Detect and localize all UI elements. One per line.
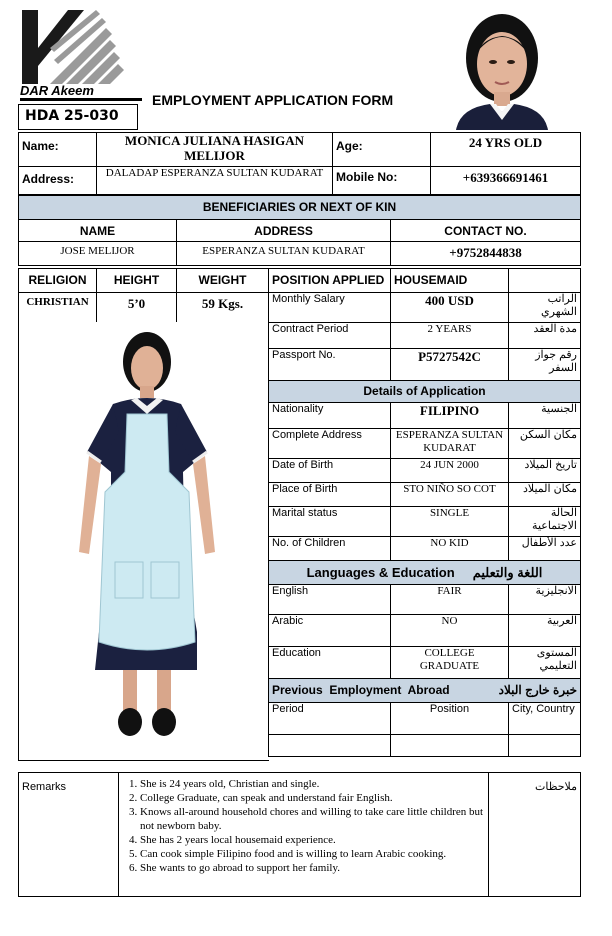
stats-table: [18, 268, 581, 323]
employment-city-cell: [509, 735, 581, 757]
children-value: NO KID: [391, 537, 509, 561]
passport-arabic: رقم جواز السفر: [509, 349, 581, 381]
employment-position-cell: [391, 735, 509, 757]
applicant-name: MONICA JULIANA HASIGAN MELIJOR: [97, 133, 333, 167]
position-applied-label: POSITION APPLIED: [269, 269, 391, 293]
remark-item: 1. She is 24 years old, Christian and single.: [140, 777, 485, 791]
beneficiary-name: JOSE MELIJOR: [19, 242, 177, 266]
height-value: 5’0: [97, 293, 177, 323]
marital-status-value: SINGLE: [391, 507, 509, 537]
remark-item: 6. She wants to go abroad to support her family.: [140, 861, 485, 875]
monthly-salary-label: Monthly Salary: [269, 293, 391, 323]
logo-mark-icon: [20, 8, 140, 86]
applicant-full-body-photo: [18, 322, 269, 761]
remark-item: 5. Can cook simple Filipino food and is willing to learn Arabic cooking.: [140, 847, 485, 861]
remark-item: 2. College Graduate, can speak and understand fair English.: [140, 791, 485, 805]
monthly-salary-value: 400 USD: [391, 293, 509, 323]
reference-code: HDA 25-030: [25, 108, 119, 124]
contract-period-arabic: مدة العقد: [509, 323, 581, 349]
complete-address-value: ESPERANZA SULTAN KUDARAT: [391, 429, 509, 459]
period-header: Period: [269, 703, 391, 735]
employment-period-cell: [269, 735, 391, 757]
passport-value: P5727542C: [391, 349, 509, 381]
nationality-label: Nationality: [269, 403, 391, 429]
arabic-value: NO: [391, 615, 509, 647]
religion-value: CHRISTIAN: [19, 293, 97, 323]
religion-label: RELIGION: [19, 269, 97, 293]
weight-value: 59 Kgs.: [177, 293, 269, 323]
arabic-arabic: العربية: [509, 615, 581, 647]
education-arabic: المستوى التعليمي: [509, 647, 581, 679]
previous-employment-title: [269, 679, 581, 703]
date-of-birth-label: Date of Birth: [269, 459, 391, 483]
employment-title-ar: خبرة خارج البلاد: [498, 683, 577, 697]
beneficiary-address: ESPERANZA SULTAN KUDARAT: [177, 242, 391, 266]
mobile-value: +639366691461: [431, 167, 581, 195]
personal-info-table: [18, 132, 581, 195]
children-label: No. of Children: [269, 537, 391, 561]
details-of-application-title: Details of Application: [269, 381, 581, 403]
beneficiaries-title: BENEFICIARIES OR NEXT OF KIN: [19, 196, 581, 220]
monthly-salary-arabic: الراتب الشهري: [509, 293, 581, 323]
mobile-label: Mobile No:: [333, 167, 431, 195]
applicant-portrait: [450, 8, 554, 130]
remark-item: 4. She has 2 years local housemaid experience.: [140, 833, 485, 847]
place-of-birth-label: Place of Birth: [269, 483, 391, 507]
complete-address-arabic: مكان السكن: [509, 429, 581, 459]
age-label: Age:: [333, 133, 431, 167]
languages-education-title: [269, 561, 581, 585]
date-of-birth-arabic: تاريخ الميلاد: [509, 459, 581, 483]
position-header: Position: [391, 703, 509, 735]
form-title: EMPLOYMENT APPLICATION FORM: [152, 92, 394, 108]
english-arabic: الانجليزية: [509, 585, 581, 615]
place-of-birth-value: STO NIÑO SO COT: [391, 483, 509, 507]
education-label: Education: [269, 647, 391, 679]
height-label: HEIGHT: [97, 269, 177, 293]
beneficiary-contact-header: CONTACT NO.: [391, 220, 581, 242]
date-of-birth-value: 24 JUN 2000: [391, 459, 509, 483]
nationality-arabic: الجنسية: [509, 403, 581, 429]
remark-item: 3. Knows all-around household chores and willing to take care little children but not newborn baby.: [140, 805, 485, 833]
beneficiaries-table: [18, 195, 581, 266]
remarks-label: Remarks: [19, 773, 119, 897]
remarks-list-cell: [119, 773, 489, 897]
nationality-value: FILIPINO: [391, 403, 509, 429]
english-value: FAIR: [391, 585, 509, 615]
complete-address-label: Complete Address: [269, 429, 391, 459]
marital-status-label: Marital status: [269, 507, 391, 537]
age-value: 24 YRS OLD: [431, 133, 581, 167]
contract-period-label: Contract Period: [269, 323, 391, 349]
name-label: Name:: [19, 133, 97, 167]
education-value: COLLEGE GRADUATE: [391, 647, 509, 679]
place-of-birth-arabic: مكان الميلاد: [509, 483, 581, 507]
english-label: English: [269, 585, 391, 615]
languages-title-ar: اللغة والتعليم: [472, 565, 543, 580]
company-logo: [20, 8, 140, 98]
brand-name: DAR Akeem: [20, 84, 142, 101]
reference-code-box: [18, 104, 138, 130]
children-arabic: عدد الأطفال: [509, 537, 581, 561]
passport-label: Passport No.: [269, 349, 391, 381]
position-applied-value: HOUSEMAID: [391, 269, 509, 293]
employment-title-en: Previous Employment Abroad: [272, 683, 450, 697]
details-table: [268, 322, 581, 757]
marital-status-arabic: الحالة الاجتماعية: [509, 507, 581, 537]
remarks-table: [18, 772, 581, 897]
beneficiary-address-header: ADDRESS: [177, 220, 391, 242]
contract-period-value: 2 YEARS: [391, 323, 509, 349]
address-value: DALADAP ESPERANZA SULTAN KUDARAT: [97, 167, 333, 195]
address-label: Address:: [19, 167, 97, 195]
remarks-arabic-label: ملاحظات: [489, 773, 581, 897]
remarks-list: [122, 777, 485, 875]
weight-label: WEIGHT: [177, 269, 269, 293]
languages-title-en: Languages & Education: [306, 565, 455, 580]
arabic-label: Arabic: [269, 615, 391, 647]
city-country-header: City, Country: [509, 703, 581, 735]
beneficiary-name-header: NAME: [19, 220, 177, 242]
beneficiary-contact: +9752844838: [391, 242, 581, 266]
